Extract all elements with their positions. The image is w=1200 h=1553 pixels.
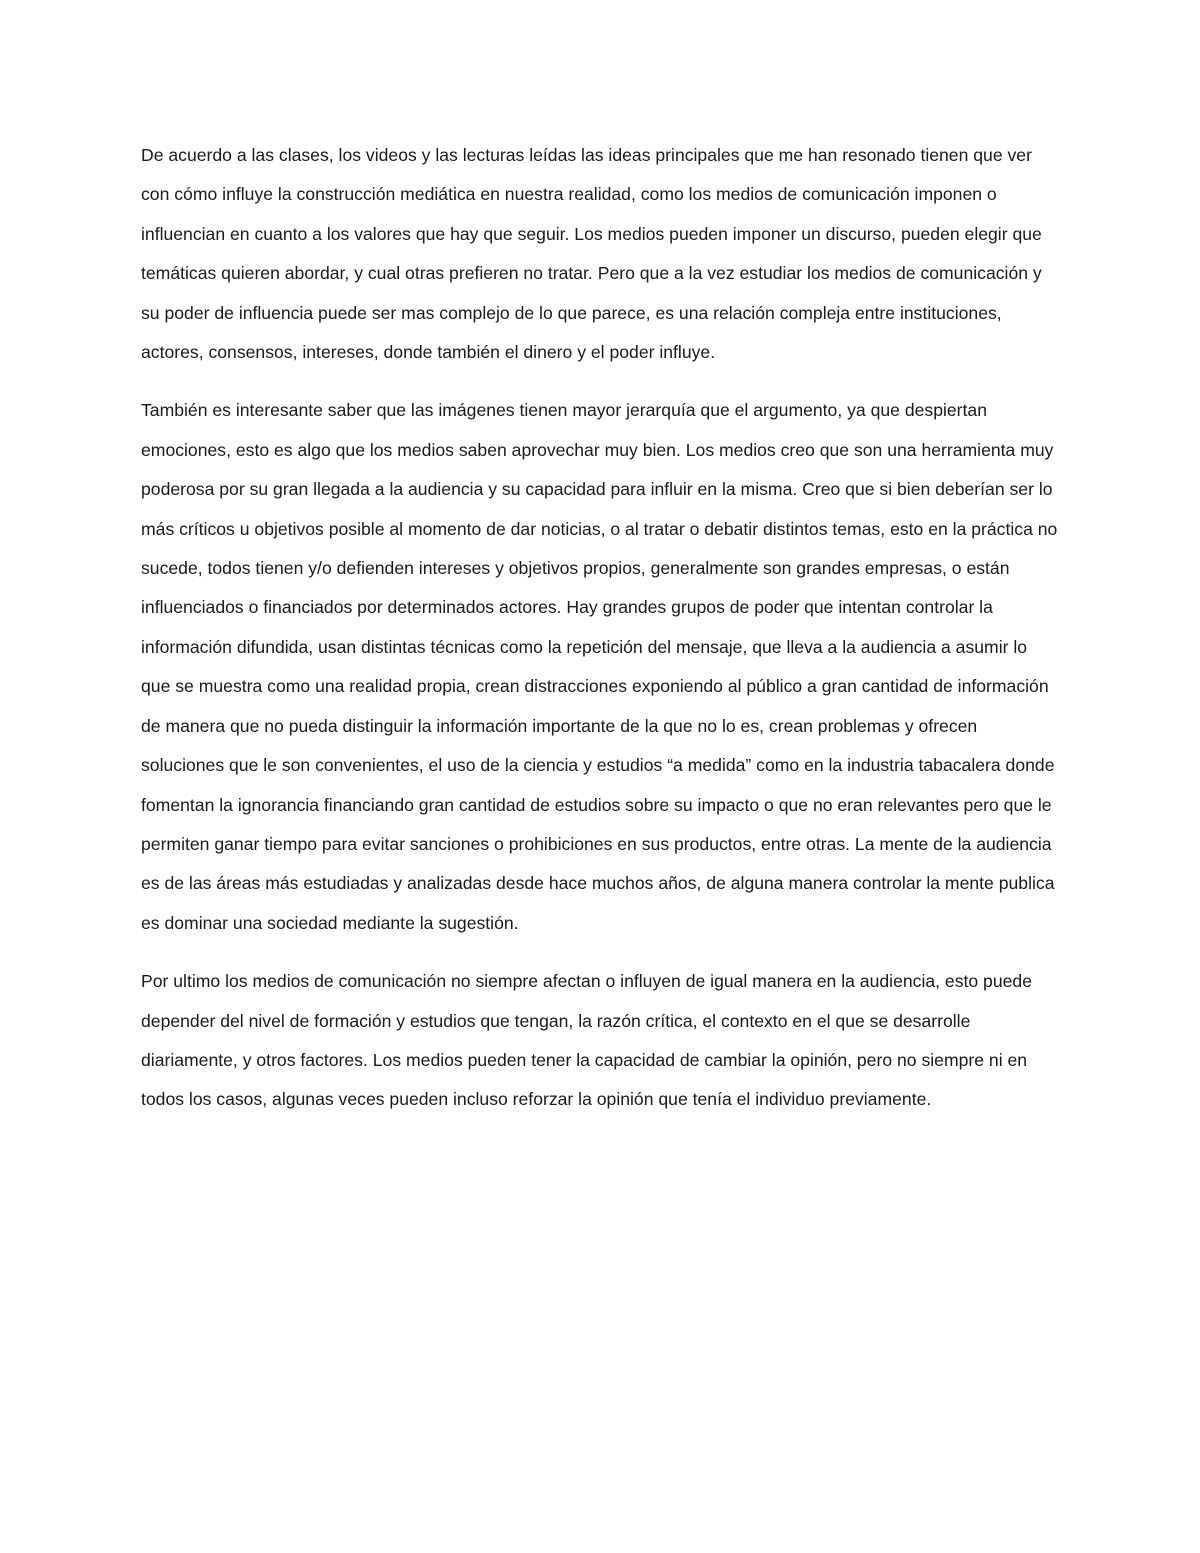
- paragraph-3: Por ultimo los medios de comunicación no siempre afectan o influyen de igual manera en la audiencia, esto puede depender del nivel de formación y estudios que tengan, la razón crítica, el contexto en el que se desarrolle diariamente, y otros factores. Los medios pueden tener la capacidad de cambiar la opinión, pero no siempre ni en todos los casos, algunas veces pueden incluso reforzar la opinión que tenía el individuo previamente.: [141, 971, 1032, 1110]
- paragraph-2: También es interesante saber que las imágenes tienen mayor jerarquía que el argumento, ya que despiertan emociones, esto es algo que los medios saben aprovechar muy bien. Los medios creo que son una herramienta muy poderosa por su gran llegada a la audiencia y su capacidad para influir en la misma. Creo que si bien deberían ser lo más críticos u objetivos posible al momento de dar noticias, o al tratar o debatir distintos temas, esto en la práctica no sucede, todos tienen y/o defienden intereses y objetivos propios, generalmente son grandes empresas, o están influenciados o financiados por determinados actores. Hay grandes grupos de poder que intentan controlar la información difundida, usan distintas técnicas como la repetición del mensaje, que lleva a la audiencia a asumir lo que se muestra como una realidad propia, crean distracciones exponiendo al público a gran cantidad de información de manera que no pueda distinguir la información importante de la que no lo es, crean problemas y ofrecen soluciones que le son convenientes, el uso de la ciencia y estudios “a medida” como en la industria tabacalera donde fomentan la ignorancia financiando gran cantidad de estudios sobre su impacto o que no eran relevantes pero que le permiten ganar tiempo para evitar sanciones o prohibiciones en sus productos, entre otras. La mente de la audiencia es de las áreas más estudiadas y analizadas desde hace muchos años, de alguna manera controlar la mente publica es dominar una sociedad mediante la sugestión.: [141, 400, 1058, 933]
- paragraph-1: De acuerdo a las clases, los videos y las lecturas leídas las ideas principales que me han resonado tienen que ver con cómo influye la construcción mediática en nuestra realidad, como los medios de comunicación imponen o influencian en cuanto a los valores que hay que seguir. Los medios pueden imponer un discurso, pueden elegir que temáticas quieren abordar, y cual otras prefieren no tratar. Pero que a la vez estudiar los medios de comunicación y su poder de influencia puede ser mas complejo de lo que parece, es una relación compleja entre instituciones, actores, consensos, intereses, donde también el dinero y el poder influye.: [141, 145, 1042, 363]
- document-body: [141, 136, 1061, 1120]
